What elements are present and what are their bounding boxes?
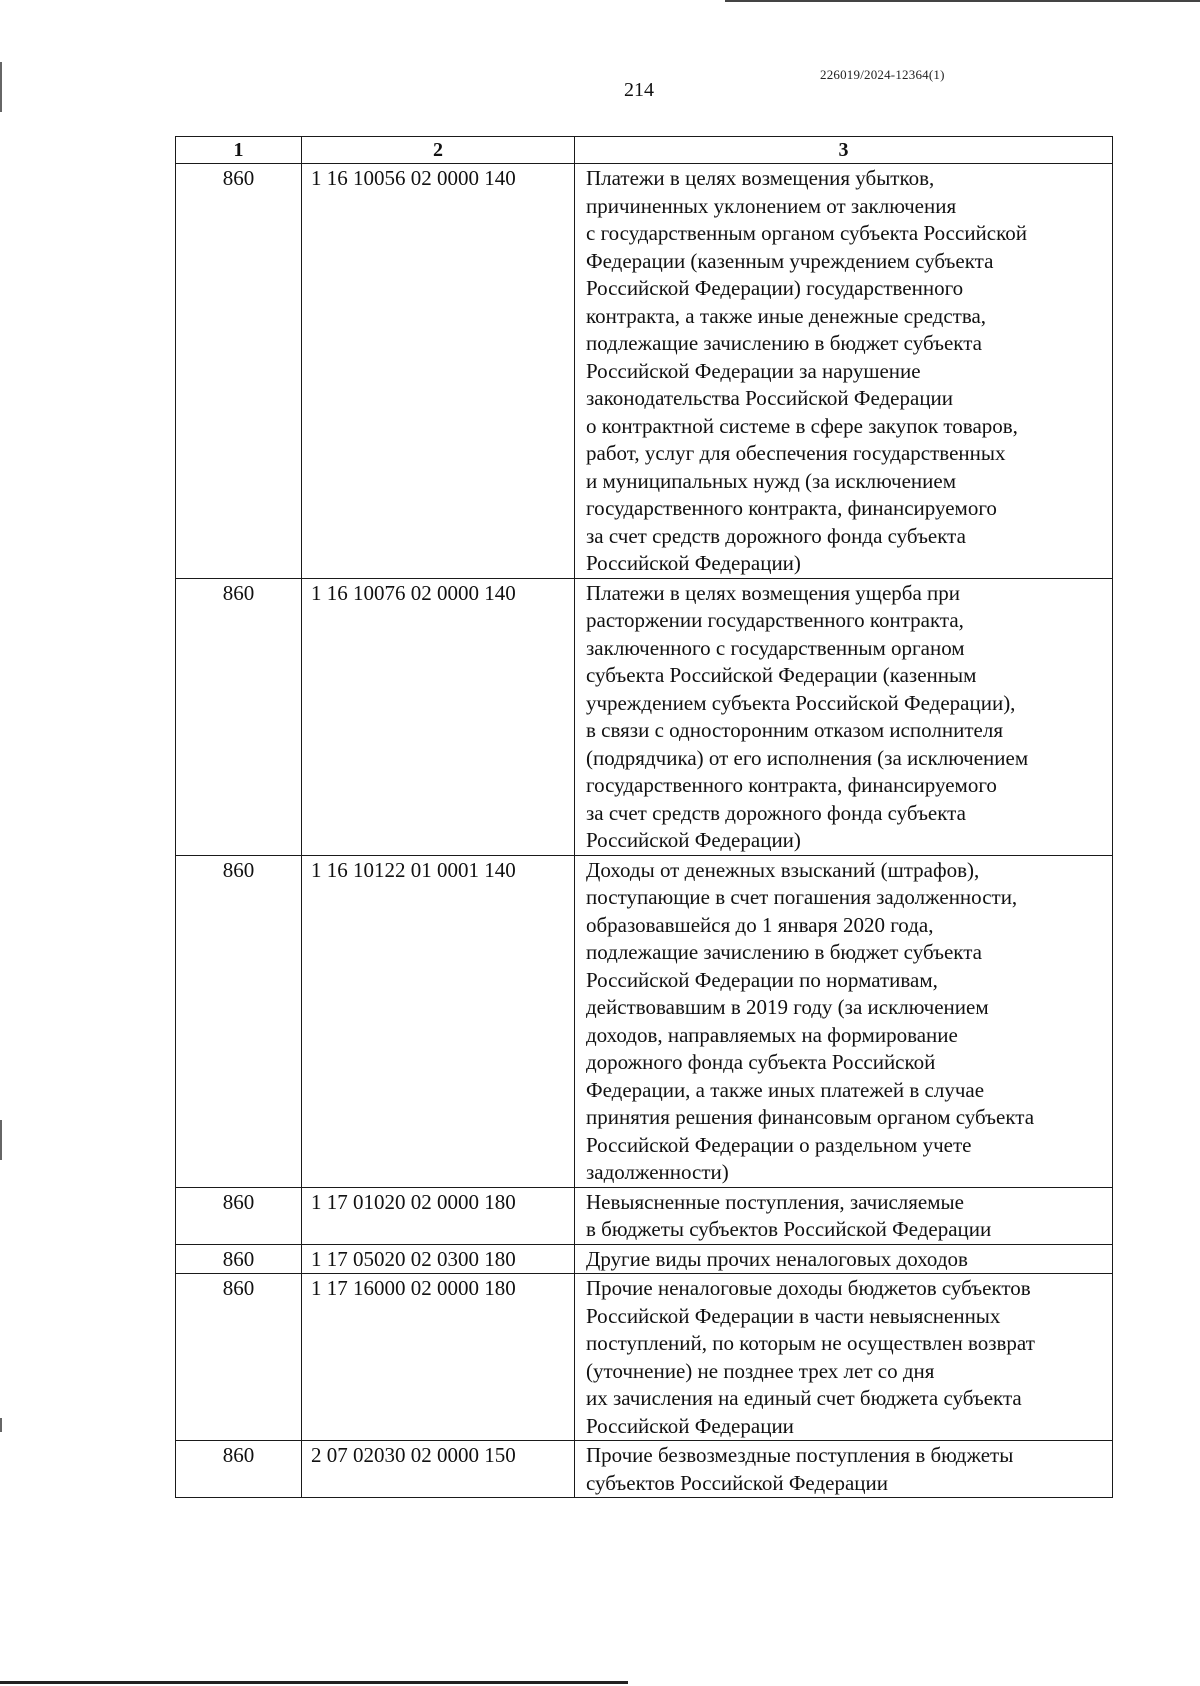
- revenue-name-line: их зачисления на единый счет бюджета субъекта: [586, 1386, 1022, 1410]
- revenue-name-line: поступлений, по которым не осуществлен возврат: [586, 1331, 1035, 1355]
- revenue-name-line: действовавшим в 2019 году (за исключением: [586, 995, 989, 1019]
- revenue-name-line: Российской Федерации за нарушение: [586, 358, 921, 383]
- table-header-row: [176, 137, 1113, 164]
- revenue-name-line: принятия решения финансовым органом субъекта: [586, 1105, 1035, 1129]
- revenue-name-cell: [575, 855, 1113, 1187]
- revenue-name-cell: [575, 1187, 1113, 1244]
- revenue-name-line: (подрядчика) от его исполнения (за исключением: [586, 745, 1029, 770]
- revenue-name-line: работ, услуг для обеспечения государственных: [586, 441, 1006, 465]
- revenue-name-cell: [575, 1244, 1113, 1274]
- table-row: [176, 1187, 1113, 1244]
- column-header: 1: [176, 137, 302, 164]
- revenue-name-cell: [575, 1274, 1113, 1441]
- revenue-name-line: Доходы от денежных взысканий (штрафов),: [586, 857, 980, 882]
- table-row: [176, 1441, 1113, 1498]
- budget-classification-code-cell: 1 17 16000 02 0000 180: [302, 1274, 575, 1441]
- revenue-name-line: Прочие неналоговые доходы бюджетов субъектов: [586, 1276, 1031, 1300]
- revenue-name-line: расторжении государственного контракта,: [586, 608, 964, 632]
- revenue-name-line: с государственным органом субъекта Российской: [586, 221, 1027, 245]
- revenue-name-line: законодательства Российской Федерации: [586, 386, 954, 410]
- administrator-code-cell: 860: [176, 1244, 302, 1274]
- scan-edge-bottom: [0, 1681, 628, 1684]
- revenue-name-line: субъекта Российской Федерации (казенным: [586, 663, 977, 687]
- revenue-name-line: доходов, направляемых на формирование: [586, 1022, 958, 1047]
- budget-classification-code-cell: 1 16 10122 01 0001 140: [302, 855, 575, 1187]
- revenue-name-line: подлежащие зачислению в бюджет субъекта: [586, 331, 982, 355]
- revenue-name-line: за счет средств дорожного фонда субъекта: [586, 800, 966, 825]
- administrator-code-cell: 860: [176, 1274, 302, 1441]
- revenue-name-line: и муниципальных нужд (за исключением: [586, 468, 956, 493]
- budget-classification-code-cell: 1 17 05020 02 0300 180: [302, 1244, 575, 1274]
- table-row: [176, 164, 1113, 579]
- revenue-name-line: государственного контракта, финансируемого: [586, 773, 997, 797]
- revenue-name-line: о контрактной системе в сфере закупок товаров,: [586, 413, 1018, 438]
- budget-classification-code-cell: 1 16 10056 02 0000 140: [302, 164, 575, 579]
- revenue-name-line: Российской Федерации): [586, 828, 801, 852]
- revenue-name-line: учреждением субъекта Российской Федерации),: [586, 690, 1016, 715]
- table-row: [176, 855, 1113, 1187]
- budget-classification-code-cell: 2 07 02030 02 0000 150: [302, 1441, 575, 1498]
- budget-classification-code-cell: 1 17 01020 02 0000 180: [302, 1187, 575, 1244]
- revenue-name-line: Федерации (казенным учреждением субъекта: [586, 248, 994, 273]
- revenue-name-cell: [575, 1441, 1113, 1498]
- revenue-name-line: Платежи в целях возмещения ущерба при: [586, 580, 961, 605]
- revenue-name-line: Российской Федерации: [586, 1413, 794, 1438]
- revenue-name-line: дорожного фонда субъекта Российской: [586, 1050, 936, 1074]
- administrator-code-cell: 860: [176, 578, 302, 855]
- revenue-name-line: Прочие безвозмездные поступления в бюджеты: [586, 1443, 1014, 1467]
- revenue-name-line: государственного контракта, финансируемого: [586, 496, 997, 520]
- revenue-name-line: субъектов Российской Федерации: [586, 1470, 889, 1495]
- budget-classification-code-cell: 1 16 10076 02 0000 140: [302, 578, 575, 855]
- budget-revenue-table: [175, 136, 1113, 1498]
- scan-edge-top: [725, 0, 1200, 2]
- administrator-code-cell: 860: [176, 855, 302, 1187]
- administrator-code-cell: 860: [176, 164, 302, 579]
- revenue-name-line: Другие виды прочих неналоговых доходов: [586, 1246, 968, 1271]
- document-registration-number: 226019/2024-12364(1): [820, 67, 945, 82]
- revenue-name-line: Российской Федерации по нормативам,: [586, 967, 938, 992]
- administrator-code-cell: 860: [176, 1441, 302, 1498]
- column-header: 3: [575, 137, 1113, 164]
- scan-edge-mark: [0, 1418, 2, 1432]
- revenue-name-line: образовавшейся до 1 января 2020 года,: [586, 912, 934, 937]
- revenue-name-line: Российской Федерации): [586, 551, 801, 575]
- revenue-name-line: Платежи в целях возмещения убытков,: [586, 166, 935, 190]
- revenue-name-line: Российской Федерации) государственного: [586, 276, 964, 300]
- revenue-name-line: в бюджеты субъектов Российской Федерации: [586, 1217, 992, 1241]
- revenue-name-cell: [575, 578, 1113, 855]
- table-row: [176, 1274, 1113, 1441]
- revenue-name-line: Российской Федерации о раздельном учете: [586, 1132, 972, 1157]
- revenue-name-line: заключенного с государственным органом: [586, 635, 965, 660]
- revenue-name-line: причиненных уклонением от заключения: [586, 193, 957, 218]
- revenue-name-line: контракта, а также иные денежные средства,: [586, 303, 987, 328]
- revenue-name-line: задолженности): [586, 1160, 729, 1184]
- scan-edge-mark: [0, 62, 2, 112]
- table-row: [176, 578, 1113, 855]
- revenue-name-line: (уточнение) не позднее трех лет со дня: [586, 1358, 935, 1383]
- revenue-name-cell: [575, 164, 1113, 579]
- revenue-name-line: за счет средств дорожного фонда субъекта: [586, 523, 966, 548]
- page-number: 214: [624, 79, 654, 101]
- scan-edge-mark: [0, 1120, 2, 1160]
- revenue-name-line: Невыясненные поступления, зачисляемые: [586, 1189, 964, 1214]
- table-row: [176, 1244, 1113, 1274]
- revenue-name-line: Российской Федерации в части невыясненных: [586, 1303, 1001, 1328]
- revenue-name-line: Федерации, а также иных платежей в случае: [586, 1077, 985, 1102]
- revenue-name-line: подлежащие зачислению в бюджет субъекта: [586, 940, 982, 964]
- table-body: [176, 164, 1113, 1498]
- administrator-code-cell: 860: [176, 1187, 302, 1244]
- revenue-name-line: в связи с односторонним отказом исполнителя: [586, 718, 1003, 742]
- column-header: 2: [302, 137, 575, 164]
- revenue-name-line: поступающие в счет погашения задолженности,: [586, 885, 1018, 909]
